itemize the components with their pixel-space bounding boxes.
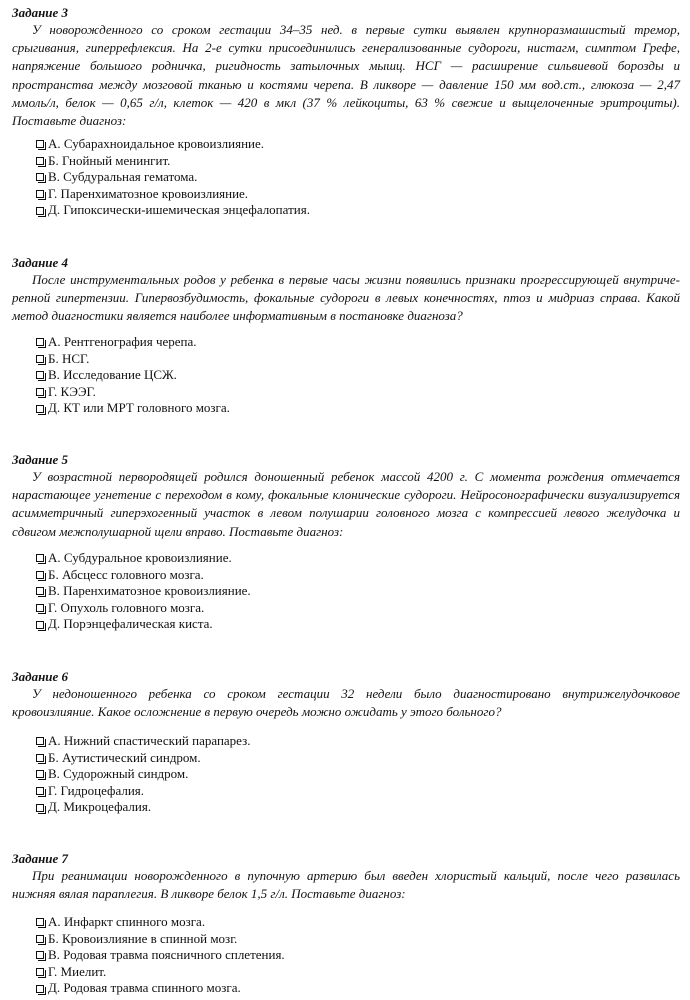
answer-option[interactable] xyxy=(36,400,230,417)
checkbox-icon[interactable] xyxy=(36,968,44,976)
question-line: У недоношенного ребенка со сроком гестации 32 недели было диагностировано внутрижелудочковое кровоизлияние. xyxy=(12,686,680,720)
checkbox-icon[interactable] xyxy=(36,621,44,629)
checkbox-icon[interactable] xyxy=(36,371,44,379)
checkbox-icon[interactable] xyxy=(36,737,44,745)
answer-option[interactable] xyxy=(36,931,285,948)
checkbox-icon[interactable] xyxy=(36,571,44,579)
question-line: гиперэхогенный участок в левом полушарии головного мозга с компрессией левого желудочка и сдвигом межполушарной xyxy=(12,505,681,539)
question-line: вялая параплегия. В ликворе белок 1,5 г/л. Поставьте диагноз: xyxy=(58,886,406,902)
checkbox-icon[interactable] xyxy=(36,604,44,612)
answer-option[interactable] xyxy=(36,136,310,153)
answer-options xyxy=(36,334,230,417)
checkbox-icon[interactable] xyxy=(36,157,44,165)
task-title: Задание 6 xyxy=(12,669,69,684)
answer-option[interactable] xyxy=(36,351,230,368)
option-label: Б. Абсцесс головного мозга. xyxy=(48,566,204,582)
answer-option[interactable] xyxy=(36,914,285,931)
task-4 xyxy=(12,254,680,326)
question-line: Поставьте диагноз: xyxy=(12,113,127,129)
task-question xyxy=(12,468,680,541)
option-label: Б. Аутистический синдром. xyxy=(48,749,201,765)
option-label: Б. Гнойный менингит. xyxy=(48,152,171,168)
task-title: Задание 5 xyxy=(12,452,69,467)
question-line: метод диагностики является наиболее информативным в постановке диагноза? xyxy=(12,308,463,324)
answer-option[interactable] xyxy=(36,616,251,633)
task-question xyxy=(12,21,680,130)
option-label: Г. Гидроцефалия. xyxy=(48,782,145,798)
checkbox-icon[interactable] xyxy=(36,173,44,181)
option-label: Г. КЭЭГ. xyxy=(48,383,96,399)
checkbox-icon[interactable] xyxy=(36,985,44,993)
answer-option[interactable] xyxy=(36,766,251,783)
answer-option[interactable] xyxy=(36,153,310,170)
checkbox-icon[interactable] xyxy=(36,587,44,595)
question-line: При реанимации новорожденного в пупочную артерию был введен хлористый кальций, после чего развилась нижняя xyxy=(12,868,680,902)
question-line: угнетение с переходом в кому, фокальные клонические судороги. Нейросонографически визуализируется асимметричный xyxy=(12,487,680,521)
question-line: 2,47 ммоль/л, белок — 0,65 г/л, клеток — 420 в мкл (37 % лейкоциты, 63 % свежие и выщелоченные эритроциты). xyxy=(12,76,680,110)
question-line: У новорожденного со сроком гестации 34–35 нед. в первые сутки выявлен крупноразмашистый тремор, xyxy=(32,22,680,37)
question-line: После инструментальных родов у ребенка в первые часы жизни появились признаки прогрессирующей внутриче- xyxy=(32,272,680,287)
option-label: В. Судорожный синдром. xyxy=(48,766,189,782)
option-label: Б. Кровоизлияние в спинной мозг. xyxy=(48,930,238,946)
task-question xyxy=(12,685,680,721)
answer-option[interactable] xyxy=(36,600,251,617)
task-title: Задание 3 xyxy=(12,5,69,20)
answer-options xyxy=(36,550,251,633)
answer-option[interactable] xyxy=(36,169,310,186)
question-line: и пространства между мозговой тканью и костями черепа. В ликворе — давление 150 мм вод.ст., глюкоза — xyxy=(12,58,680,92)
answer-option[interactable] xyxy=(36,583,251,600)
option-label: Д. Родовая травма спинного мозга. xyxy=(48,980,241,996)
option-label: А. Инфаркт спинного мозга. xyxy=(48,914,206,929)
task-title: Задание 4 xyxy=(12,255,69,270)
checkbox-icon[interactable] xyxy=(36,770,44,778)
option-label: А. Нижний спастический парапарез. xyxy=(48,733,251,748)
task-question xyxy=(12,867,680,903)
checkbox-icon[interactable] xyxy=(36,405,44,413)
answer-option[interactable] xyxy=(36,550,251,567)
checkbox-icon[interactable] xyxy=(36,388,44,396)
checkbox-icon[interactable] xyxy=(36,207,44,215)
option-label: А. Рентгенография черепа. xyxy=(48,334,197,349)
checkbox-icon[interactable] xyxy=(36,804,44,812)
task-title: Задание 7 xyxy=(12,851,69,866)
answer-option[interactable] xyxy=(36,367,230,384)
answer-option[interactable] xyxy=(36,980,285,997)
option-label: Г. Опухоль головного мозга. xyxy=(48,599,205,615)
answer-option[interactable] xyxy=(36,750,251,767)
answer-options xyxy=(36,914,285,997)
checkbox-icon[interactable] xyxy=(36,554,44,562)
option-label: В. Родовая травма поясничного сплетения. xyxy=(48,947,285,963)
checkbox-icon[interactable] xyxy=(36,140,44,148)
checkbox-icon[interactable] xyxy=(36,935,44,943)
question-line: репной гипертензии. Гипервозбудимость, фокальные судороги в левых конечностях, птоз и мидриаз справа. Какой xyxy=(12,290,680,306)
question-line: Какое осложнение в первую очередь можно ожидать у этого больного? xyxy=(97,704,502,720)
checkbox-icon[interactable] xyxy=(36,355,44,363)
question-line: срыгивания, гиперрефлексия. На 2-е сутки присоединились генерализованные судороги, нистагм, симптом xyxy=(12,40,637,56)
option-label: В. Паренхиматозное кровоизлияние. xyxy=(48,583,251,599)
question-line: У возрастной первородящей родился доношенный ребенок массой 4200 г. С момента рождения отмечается нарастающее xyxy=(12,469,680,503)
answer-options xyxy=(36,733,251,816)
checkbox-icon[interactable] xyxy=(36,338,44,346)
answer-option[interactable] xyxy=(36,384,230,401)
task-5 xyxy=(12,451,680,541)
checkbox-icon[interactable] xyxy=(36,918,44,926)
question-line: Грефе, напряжение большого родничка, ригидность затылочных мышц. НСГ — расширение сильвиевой борозды xyxy=(12,40,680,74)
task-question xyxy=(12,271,680,326)
answer-option[interactable] xyxy=(36,947,285,964)
option-label: В. Исследование ЦСЖ. xyxy=(48,367,177,383)
answer-option[interactable] xyxy=(36,186,310,203)
answer-option[interactable] xyxy=(36,733,251,750)
checkbox-icon[interactable] xyxy=(36,787,44,795)
answer-option[interactable] xyxy=(36,334,230,351)
answer-option[interactable] xyxy=(36,783,251,800)
answer-options xyxy=(36,136,310,219)
answer-option[interactable] xyxy=(36,799,251,816)
answer-option[interactable] xyxy=(36,964,285,981)
option-label: Д. КТ или МРТ головного мозга. xyxy=(48,400,230,416)
option-label: Д. Порэнцефалическая киста. xyxy=(48,616,213,632)
answer-option[interactable] xyxy=(36,202,310,219)
checkbox-icon[interactable] xyxy=(36,190,44,198)
checkbox-icon[interactable] xyxy=(36,951,44,959)
answer-option[interactable] xyxy=(36,567,251,584)
task-3 xyxy=(12,4,680,130)
task-7 xyxy=(12,850,680,903)
option-label: Г. Паренхиматозное кровоизлияние. xyxy=(48,185,249,201)
task-6 xyxy=(12,668,680,721)
option-label: Б. НСГ. xyxy=(48,350,90,366)
option-label: А. Субарахноидальное кровоизлияние. xyxy=(48,136,264,151)
option-label: Д. Гипоксически-ишемическая энцефалопатия. xyxy=(48,202,310,218)
option-label: В. Субдуральная гематома. xyxy=(48,169,198,185)
option-label: А. Субдуральное кровоизлияние. xyxy=(48,550,232,565)
option-label: Г. Миелит. xyxy=(48,963,107,979)
option-label: Д. Микроцефалия. xyxy=(48,799,152,815)
checkbox-icon[interactable] xyxy=(36,754,44,762)
question-line: щели вправо. Поставьте диагноз: xyxy=(154,523,344,539)
